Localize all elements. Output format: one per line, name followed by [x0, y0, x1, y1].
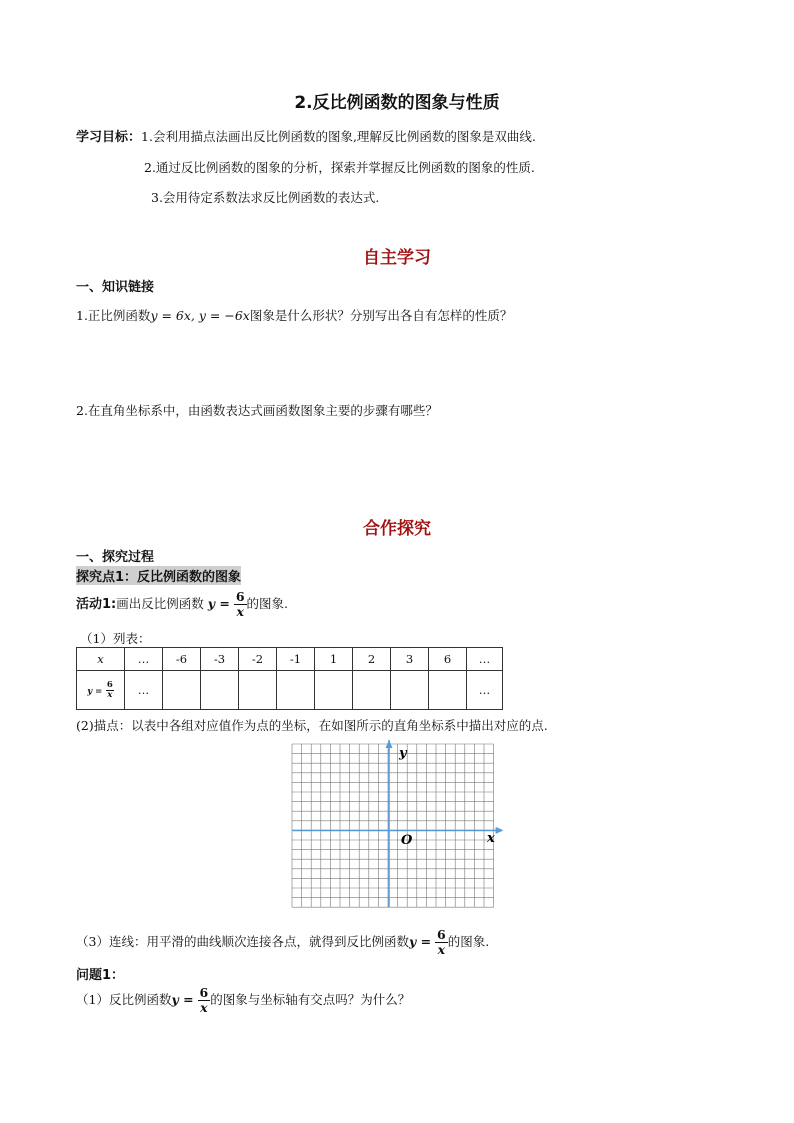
func-lhs: y = — [408, 933, 432, 949]
table-cell: 3 — [391, 648, 429, 671]
origin-label: O — [401, 833, 413, 848]
activity-label: 活动1: — [76, 596, 117, 612]
table-cell-empty[interactable] — [391, 671, 429, 710]
question-2: 2.在直角坐标系中，由函数表达式画函数图象主要的步骤有哪些？ — [76, 403, 438, 418]
step3-post: 的图象. — [447, 933, 490, 949]
fraction-6-over-x: $\frac{6}{x}$ — [437, 927, 446, 957]
part-heading-explore: 一、探究过程 — [76, 550, 155, 565]
table-y-fraction: $\frac{6}{x}$ — [106, 679, 113, 700]
table-y-lhs: y = — [87, 686, 103, 696]
table-cell-empty[interactable] — [277, 671, 315, 710]
value-table — [76, 647, 503, 710]
x-axis-arrow-icon — [496, 827, 503, 834]
func-lhs: y = — [171, 991, 194, 1007]
step-1-list: （1）列表： — [80, 631, 151, 646]
problem-label: 问题1： — [76, 968, 125, 983]
section-title-cooperative: 合作探究 — [363, 519, 431, 539]
coordinate-grid — [288, 740, 503, 910]
table-head-x: x — [77, 648, 125, 671]
func-lhs: y = — [207, 595, 230, 611]
table-cell: … — [467, 648, 503, 671]
table-head-y — [77, 671, 125, 710]
table-cell: … — [467, 671, 503, 710]
table-cell: … — [125, 671, 163, 710]
page-title: 2.反比例函数的图象与性质 — [294, 93, 500, 113]
table-cell-empty[interactable] — [239, 671, 277, 710]
fraction-6-over-x: $\frac{6}{x}$ — [235, 589, 245, 619]
step-2-plot: (2)描点：以表中各组对应值作为点的坐标，在如图所示的直角坐标系中描出对应的点. — [76, 718, 548, 733]
part-heading-knowledge: 一、知识链接 — [76, 280, 155, 295]
table-cell-empty[interactable] — [201, 671, 239, 710]
learning-goals-line1 — [76, 126, 536, 145]
table-cell-empty[interactable] — [353, 671, 391, 710]
activity-text-post: 的图象. — [246, 595, 289, 611]
question-1 — [76, 306, 512, 324]
table-cell-empty[interactable] — [315, 671, 353, 710]
goals-label: 学习目标： — [76, 130, 142, 145]
y-axis-label: y — [399, 746, 407, 761]
table-cell: 2 — [353, 648, 391, 671]
table-cell: -3 — [201, 648, 239, 671]
table-cell-empty[interactable] — [163, 671, 201, 710]
goal-item-1: 1.会利用描点法画出反比例函数的图象,理解反比例函数的图象是双曲线. — [141, 129, 536, 144]
table-cell-empty[interactable] — [429, 671, 467, 710]
q1-math: y = 6x, y = −6x — [150, 308, 250, 323]
explore-point-1: 探究点1：反比例函数的图象 — [76, 566, 241, 585]
table-cell: … — [125, 648, 163, 671]
table-row — [77, 648, 503, 671]
fraction-6-over-x: $\frac{6}{x}$ — [199, 985, 209, 1015]
x-axis-label: x — [487, 831, 495, 846]
q1-prefix: 1.正比例函数 — [76, 308, 151, 323]
table-cell: -1 — [277, 648, 315, 671]
problem-1 — [76, 986, 410, 1015]
table-cell: -6 — [163, 648, 201, 671]
step3-pre: （3）连线：用平滑的曲线顺次连接各点，就得到反比例函数 — [76, 933, 409, 949]
section-title-self-study: 自主学习 — [363, 248, 431, 268]
problem1-pre: （1）反比例函数 — [76, 991, 172, 1007]
table-cell: 6 — [429, 648, 467, 671]
activity-1 — [76, 590, 288, 619]
q1-suffix: 图象是什么形状？分别写出各自有怎样的性质？ — [249, 308, 513, 323]
table-cell: -2 — [239, 648, 277, 671]
step-3-connect — [76, 928, 489, 957]
activity-text-pre: 画出反比例函数 — [116, 595, 204, 611]
goal-item-2: 2.通过反比例函数的图象的分析，探索并掌握反比例函数的图象的性质. — [144, 160, 535, 175]
table-cell: 1 — [315, 648, 353, 671]
table-row — [77, 671, 503, 710]
goal-item-3: 3.会用待定系数法求反比例函数的表达式. — [151, 190, 380, 205]
problem1-post: 的图象与坐标轴有交点吗？为什么？ — [210, 991, 411, 1007]
